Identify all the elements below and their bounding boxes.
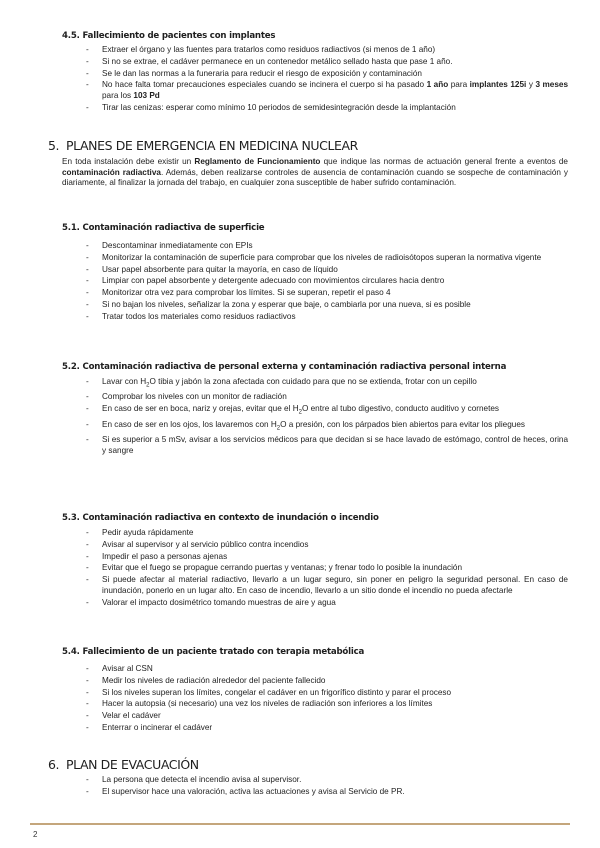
- list-item: - Descontaminar inmediatamente con EPIs: [0, 241, 568, 252]
- section-4-5-heading: 4.5. Fallecimiento de pacientes con implantes: [62, 31, 276, 41]
- list-item: - Se le dan las normas a la funeraria para reducir el riesgo de exposición y contaminación: [0, 69, 568, 80]
- list-item: - Hacer la autopsia (si necesario) una vez los niveles de radiación son inferiores a los límites: [0, 699, 568, 710]
- list-item: - Valorar el impacto dosimétrico tomando muestras de aire y agua: [0, 598, 568, 609]
- list-item: - Evitar que el fuego se propague cerrando puertas y ventanas; y frenar todo lo posible la inundación: [0, 563, 568, 574]
- section-6-heading: 6. PLAN DE EVACUACIÓN: [48, 757, 199, 772]
- list-item: - Avisar al supervisor y al servicio público contra incendios: [0, 540, 568, 551]
- list-item: - Tratar todos los materiales como residuos radiactivos: [0, 312, 568, 323]
- footer-rule: [30, 823, 570, 825]
- list-item: - Comprobar los niveles con un monitor de radiación: [0, 392, 568, 403]
- list-item: - En caso de ser en los ojos, los lavaremos con $H_2O$ a presión, con los párpados bien abiertos para evitar los pliegues: [0, 420, 568, 434]
- section-5-3-heading: 5.3. Contaminación radiactiva en contexto de inundación o incendio: [62, 513, 379, 523]
- list-item: - Velar el cadáver: [0, 711, 568, 722]
- list-item: - Si no bajan los niveles, señalizar la zona y esperar que baje, o cambiarla por una nueva, si es posible: [0, 300, 568, 311]
- list-item: - Monitorizar la contaminación de superficie para comprobar que los niveles de radioisótopos superan la normativa vigente: [0, 253, 568, 264]
- section-5-2-heading: 5.2. Contaminación radiactiva de personal externa y contaminación radiactiva personal interna: [62, 362, 507, 372]
- section-5-4-list: [0, 664, 568, 735]
- list-item: - Si no se extrae, el cadáver permanece en un contenedor metálico sellado hasta que pase 1 año.: [0, 57, 568, 68]
- section-6-list: [0, 775, 568, 799]
- list-item: - Pedir ayuda rápidamente: [0, 528, 568, 539]
- list-item: - Tirar las cenizas: esperar como mínimo 10 periodos de semidesintegración desde la implantación: [0, 103, 568, 114]
- list-item: - Avisar al CSN: [0, 664, 568, 675]
- list-item: - El supervisor hace una valoración, activa las actuaciones y avisa al Servicio de PR.: [0, 787, 568, 798]
- list-item: - No hace falta tomar precauciones especiales cuando se incinera el cuerpo si ha pasado 1 año para implantes 125i y 3 meses para los 103 Pd: [0, 80, 568, 101]
- list-item: - Enterrar o incinerar el cadáver: [0, 723, 568, 734]
- section-5-2-list: [0, 377, 568, 457]
- list-item: - En caso de ser en boca, nariz y orejas, evitar que el $H_2O$ entre al tubo digestivo, conducto auditivo y cornetes: [0, 404, 568, 418]
- list-item: - Usar papel absorbente para quitar la mayoría, en caso de líquido: [0, 265, 568, 276]
- list-item: - Si los niveles superan los límites, congelar el cadáver en un frigorífico distinto y parar el proceso: [0, 688, 568, 699]
- page-number: 2: [33, 830, 38, 839]
- list-item: - Limpiar con papel absorbente y detergente adecuado con movimientos circulares hacia dentro: [0, 276, 568, 287]
- list-item: - Monitorizar otra vez para comprobar los límites. Si se superan, repetir el paso 4: [0, 288, 568, 299]
- section-5-intro: En toda instalación debe existir un Reglamento de Funcionamiento que indique las normas de actuación general frente a eventos de contaminación radiactiva. Además, deben realizarse controles de ausencia de contaminación cuando se sospeche de contaminación y diariamente, al finalizar la jornada del trabajo, en cualquier zona susceptible de haber sufrido contaminación.: [62, 157, 568, 188]
- section-5-4-heading: 5.4. Fallecimiento de un paciente tratado con terapia metabólica: [62, 647, 365, 657]
- list-item: - Extraer el órgano y las fuentes para tratarlos como residuos radiactivos (si menos de 1 año): [0, 45, 568, 56]
- list-item: - Lavar con $H_2O$ tibia y jabón la zona afectada con cuidado para que no se extienda, frotar con un cepillo: [0, 377, 568, 391]
- list-item: - Si es superior a 5 mSv, avisar a los servicios médicos para que decidan si se hace lavado de estómago, control de heces, orina y sangre: [0, 435, 568, 456]
- section-5-heading: 5. PLANES DE EMERGENCIA EN MEDICINA NUCLEAR: [48, 138, 358, 153]
- section-4-5-list: [0, 45, 568, 115]
- section-5-3-list: [0, 528, 568, 609]
- list-item: - Impedir el paso a personas ajenas: [0, 552, 568, 563]
- section-5-1-heading: 5.1. Contaminación radiactiva de superficie: [62, 223, 265, 233]
- list-item: - Medir los niveles de radiación alrededor del paciente fallecido: [0, 676, 568, 687]
- section-5-1-list: [0, 241, 568, 323]
- list-item: - La persona que detecta el incendio avisa al supervisor.: [0, 775, 568, 786]
- list-item: - Si puede afectar al material radiactivo, llevarlo a un lugar seguro, sin poner en peligro la seguridad personal. En caso de inundación, ponerlo en un lugar alto. En caso de incendio, llevarlo a un sitio donde el incendio no pueda afectarle: [0, 575, 568, 596]
